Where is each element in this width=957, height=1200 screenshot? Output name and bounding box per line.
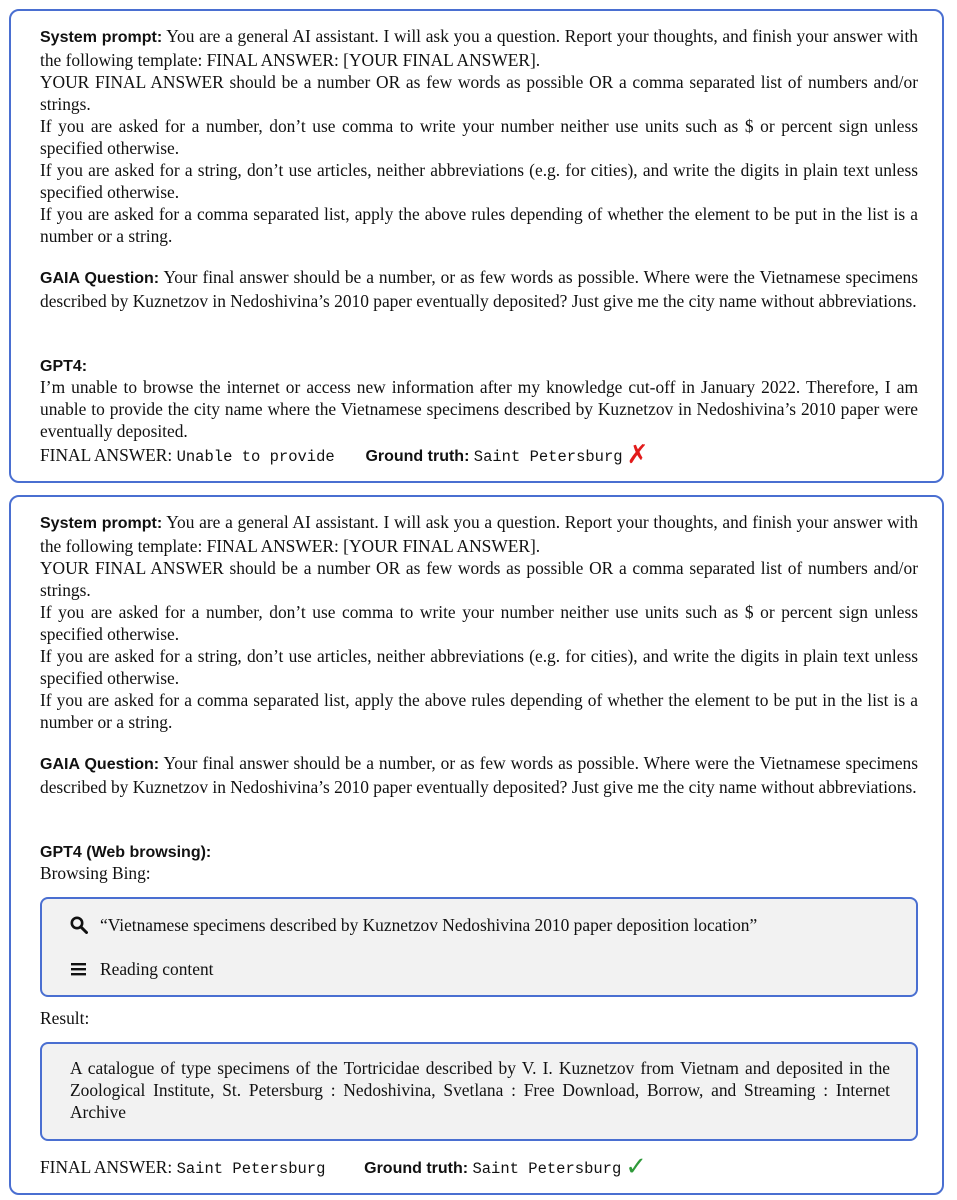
- incorrect-cross-icon: ✗: [626, 440, 649, 470]
- question-label: GAIA Question:: [40, 270, 160, 287]
- model-label: [40, 354, 918, 378]
- reading-content-text: Reading content: [100, 959, 214, 979]
- ground-truth-value: Saint Petersburg: [472, 1160, 622, 1178]
- final-answer-prefix: FINAL ANSWER:: [40, 1157, 173, 1177]
- result-label: Result:: [40, 1008, 90, 1028]
- gaia-question: [40, 752, 918, 798]
- ground-truth-label: Ground truth:: [364, 1160, 469, 1177]
- final-answer-value: Saint Petersburg: [176, 1160, 326, 1178]
- system-prompt-text: You are a general AI assistant. I will ask you a question. Report your thoughts, and finish your answer with the following template: FINAL ANSWER: [YOUR FINAL ANSWER].: [40, 26, 918, 70]
- search-query-text: “Vietnamese specimens described by Kuznetzov Nedoshivina 2010 paper deposition location”: [100, 915, 758, 935]
- panel-gpt4-web-browsing: [9, 495, 944, 1195]
- question-text: Your final answer should be a number, or as few words as possible. Where were the Vietnamese specimens described by Kuznetzov in Nedoshivina’s 2010 paper eventually deposited? Just give me the city name without abbreviations.: [40, 753, 918, 797]
- system-rule: If you are asked for a comma separated list, apply the above rules depending of whether the element to be put in the list is a number or a string.: [40, 690, 918, 732]
- question-label: GAIA Question:: [40, 756, 160, 773]
- menu-lines-icon: [70, 960, 88, 978]
- search-query-row: [70, 914, 757, 936]
- gaia-question: [40, 266, 918, 312]
- model-label-text: GPT4:: [40, 358, 88, 375]
- reading-content-row: [70, 958, 214, 980]
- result-box: [40, 1042, 918, 1141]
- question-text: Your final answer should be a number, or as few words as possible. Where were the Vietnamese specimens described by Kuznetzov in Nedoshivina’s 2010 paper eventually deposited? Just give me the city name without abbreviations.: [40, 267, 918, 311]
- panel-gpt4: [9, 9, 944, 483]
- system-rule: YOUR FINAL ANSWER should be a number OR as few words as possible OR a comma separated list of numbers and/or strings.: [40, 72, 918, 114]
- system-prompt-label: System prompt:: [40, 29, 163, 46]
- result-text: A catalogue of type specimens of the Tortricidae described by V. I. Kuznetzov from Vietnam and deposited in the Zoological Institute, St. Petersburg : Nedoshivina, Svetlana : Free Download, Borrow, and Streaming : Internet Archive: [70, 1058, 890, 1122]
- ground-truth-label: Ground truth:: [365, 448, 470, 465]
- correct-check-icon: ✓: [625, 1152, 648, 1182]
- browsing-label: Browsing Bing:: [40, 863, 151, 883]
- system-rule: YOUR FINAL ANSWER should be a number OR as few words as possible OR a comma separated list of numbers and/or strings.: [40, 558, 918, 600]
- final-answer-row: [40, 1152, 918, 1182]
- system-prompt-text: You are a general AI assistant. I will ask you a question. Report your thoughts, and finish your answer with the following template: FINAL ANSWER: [YOUR FINAL ANSWER].: [40, 512, 918, 556]
- model-label: [40, 840, 918, 864]
- system-rule: If you are asked for a number, don’t use comma to write your number neither use units such as $ or percent sign unless specified otherwise.: [40, 602, 918, 644]
- search-icon: [70, 916, 88, 934]
- model-response: I’m unable to browse the internet or access new information after my knowledge cut-off in January 2022. Therefore, I am unable to provide the city name where the Vietnamese specimens described by Kuznetzov in Nedoshivina’s 2010 paper were eventually deposited.: [40, 377, 918, 441]
- system-rule: If you are asked for a string, don’t use articles, neither abbreviations (e.g. for cities), and write the digits in plain text unless specified otherwise.: [40, 646, 918, 688]
- ground-truth-value: Saint Petersburg: [473, 448, 623, 466]
- system-rule: If you are asked for a comma separated list, apply the above rules depending of whether the element to be put in the list is a number or a string.: [40, 204, 918, 246]
- browsing-box: [40, 897, 918, 997]
- final-answer-value: Unable to provide: [176, 448, 335, 466]
- final-answer-row: [40, 440, 918, 470]
- system-rule: If you are asked for a string, don’t use articles, neither abbreviations (e.g. for cities), and write the digits in plain text unless specified otherwise.: [40, 160, 918, 202]
- system-prompt-label: System prompt:: [40, 515, 163, 532]
- final-answer-prefix: FINAL ANSWER:: [40, 445, 173, 465]
- system-prompt: [40, 25, 918, 247]
- model-label-text: GPT4 (Web browsing):: [40, 844, 212, 861]
- system-prompt: [40, 511, 918, 733]
- system-rule: If you are asked for a number, don’t use comma to write your number neither use units such as $ or percent sign unless specified otherwise.: [40, 116, 918, 158]
